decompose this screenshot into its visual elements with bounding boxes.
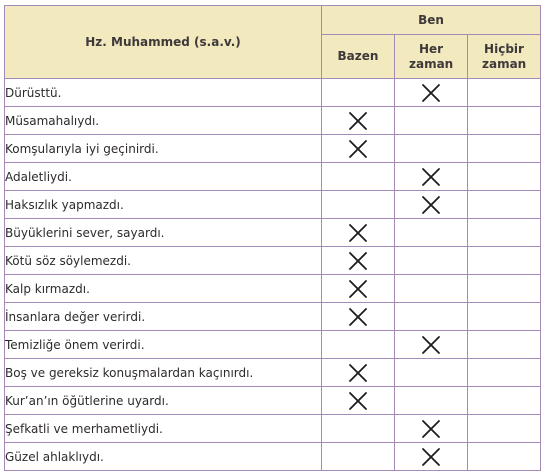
mark-cell[interactable] [395, 135, 468, 163]
mark-cell[interactable] [468, 415, 541, 443]
mark-cell[interactable] [322, 331, 395, 359]
mark-cell[interactable] [322, 387, 395, 415]
statement-text: Şefkatli ve merhametliydi. [5, 415, 322, 443]
table-row [5, 163, 541, 191]
mark-cell[interactable] [395, 331, 468, 359]
statement-text: Kötü söz söylemezdi. [5, 247, 322, 275]
table-row [5, 303, 541, 331]
mark-cell[interactable] [468, 191, 541, 219]
mark-cell[interactable] [468, 303, 541, 331]
cross-mark-icon [348, 363, 368, 383]
mark-cell[interactable] [468, 387, 541, 415]
mark-cell[interactable] [395, 443, 468, 471]
checklist-sheet [4, 5, 540, 471]
mark-cell[interactable] [395, 275, 468, 303]
cross-mark-icon [421, 83, 441, 103]
mark-cell[interactable] [322, 303, 395, 331]
statement-text: Temizliğe önem verirdi. [5, 331, 322, 359]
cross-mark-icon [421, 447, 441, 467]
mark-cell[interactable] [322, 79, 395, 107]
cross-mark-icon [348, 111, 368, 131]
cross-mark-icon [348, 223, 368, 243]
column-header-her-zaman-label: Her zaman [409, 41, 454, 71]
mark-cell[interactable] [322, 107, 395, 135]
statement-text: Kur’an’ın öğütlerine uyardı. [5, 387, 322, 415]
mark-cell[interactable] [322, 443, 395, 471]
statement-text: Dürüsttü. [5, 79, 322, 107]
cross-mark-icon [348, 307, 368, 327]
mark-cell[interactable] [468, 331, 541, 359]
mark-cell[interactable] [468, 443, 541, 471]
mark-cell[interactable] [322, 191, 395, 219]
statement-text: Haksızlık yapmazdı. [5, 191, 322, 219]
cross-mark-icon [348, 251, 368, 271]
mark-cell[interactable] [322, 219, 395, 247]
mark-cell[interactable] [322, 163, 395, 191]
mark-cell[interactable] [395, 387, 468, 415]
cross-mark-icon [348, 391, 368, 411]
table-row [5, 107, 541, 135]
table-row [5, 79, 541, 107]
statement-text: Güzel ahlaklıydı. [5, 443, 322, 471]
table-row [5, 191, 541, 219]
table-row [5, 219, 541, 247]
cross-mark-icon [421, 335, 441, 355]
cross-mark-icon [421, 195, 441, 215]
mark-cell[interactable] [468, 135, 541, 163]
statement-text: Komşularıyla iyi geçinirdi. [5, 135, 322, 163]
mark-cell[interactable] [395, 415, 468, 443]
checklist-body [5, 79, 541, 471]
statement-text: Boş ve gereksiz konuşmalardan kaçınırdı. [5, 359, 322, 387]
header-ben: Ben [322, 6, 541, 35]
mark-cell[interactable] [395, 107, 468, 135]
mark-cell[interactable] [468, 247, 541, 275]
mark-cell[interactable] [322, 415, 395, 443]
mark-cell[interactable] [468, 359, 541, 387]
column-header-hicbir-zaman [468, 35, 541, 79]
column-header-her-zaman [395, 35, 468, 79]
cross-mark-icon [421, 167, 441, 187]
mark-cell[interactable] [395, 191, 468, 219]
table-row [5, 415, 541, 443]
mark-cell[interactable] [468, 107, 541, 135]
header-hz-muhammed: Hz. Muhammed (s.a.v.) [5, 6, 322, 79]
cross-mark-icon [348, 279, 368, 299]
mark-cell[interactable] [468, 219, 541, 247]
column-header-bazen: Bazen [322, 35, 395, 79]
mark-cell[interactable] [395, 303, 468, 331]
statement-text: İnsanlara değer verirdi. [5, 303, 322, 331]
column-header-hicbir-zaman-label: Hiçbir zaman [482, 41, 527, 71]
table-row [5, 359, 541, 387]
mark-cell[interactable] [395, 359, 468, 387]
table-row [5, 247, 541, 275]
statement-text: Adaletliydi. [5, 163, 322, 191]
mark-cell[interactable] [322, 359, 395, 387]
table-row [5, 275, 541, 303]
cross-mark-icon [348, 139, 368, 159]
table-row [5, 331, 541, 359]
mark-cell[interactable] [395, 79, 468, 107]
table-row [5, 387, 541, 415]
statement-text: Büyüklerini sever, sayardı. [5, 219, 322, 247]
mark-cell[interactable] [468, 163, 541, 191]
mark-cell[interactable] [395, 163, 468, 191]
cross-mark-icon [421, 419, 441, 439]
mark-cell[interactable] [322, 275, 395, 303]
mark-cell[interactable] [395, 219, 468, 247]
checklist-table [4, 5, 541, 471]
mark-cell[interactable] [322, 135, 395, 163]
mark-cell[interactable] [322, 247, 395, 275]
mark-cell[interactable] [468, 79, 541, 107]
mark-cell[interactable] [395, 247, 468, 275]
mark-cell[interactable] [468, 275, 541, 303]
statement-text: Müsamahalıydı. [5, 107, 322, 135]
table-row [5, 135, 541, 163]
statement-text: Kalp kırmazdı. [5, 275, 322, 303]
table-row [5, 443, 541, 471]
